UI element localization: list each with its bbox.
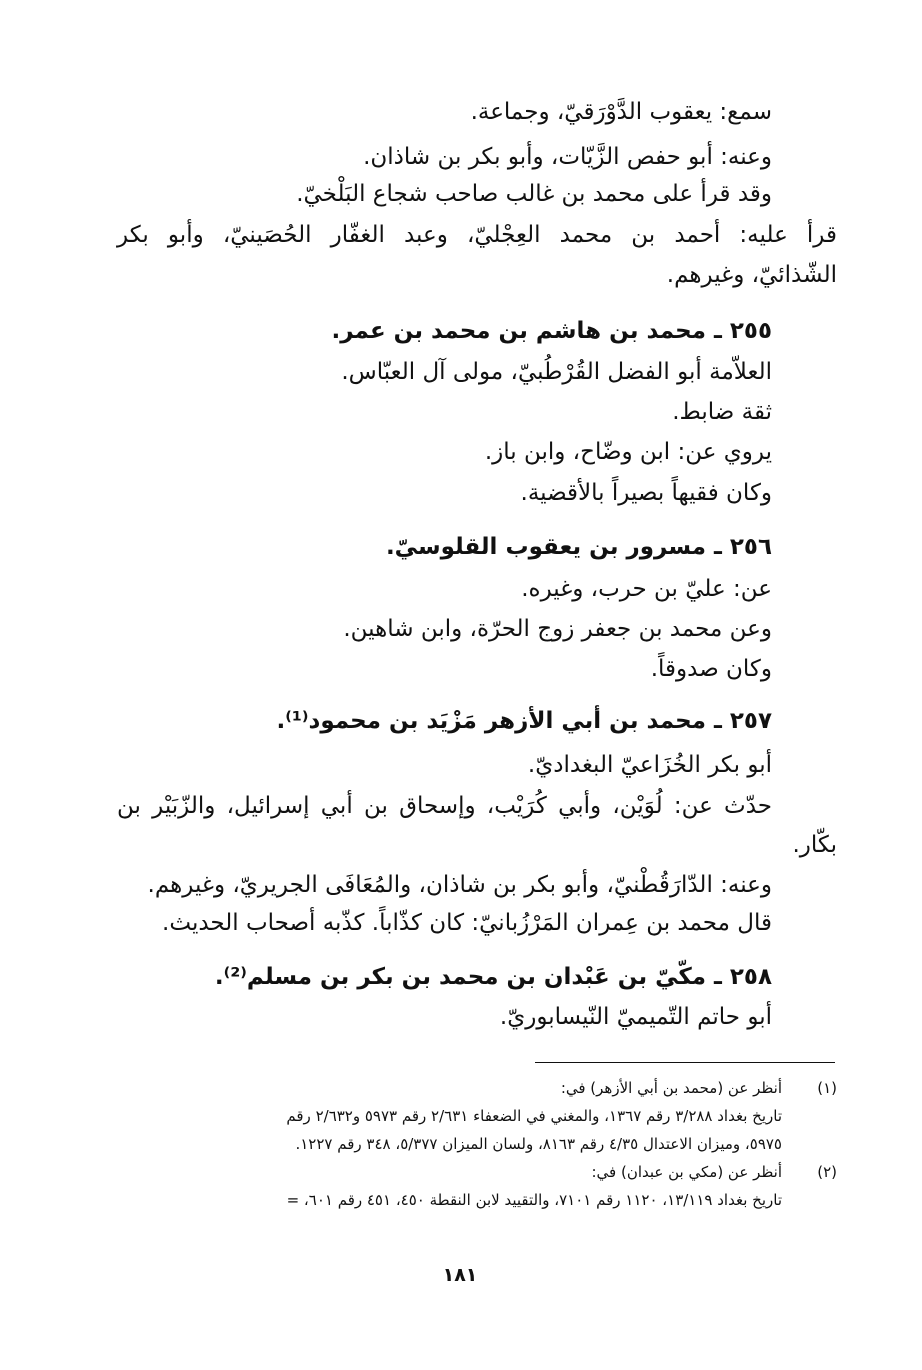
- text-line: عن: عليّ بن حرب، وغيره.: [521, 576, 772, 602]
- footnote-line: ٥٩٧٥، وميزان الاعتدال ٤/٣٥ رقم ٨١٦٣، ولسان الميزان ٥/٣٧٧، ٣٤٨ رقم ١٢٢٧.: [295, 1135, 782, 1153]
- entry-heading-255: ٢٥٥ ـ محمد بن هاشم بن محمد بن عمر.: [331, 318, 772, 344]
- text-line: وعنه: الدّارَقُطْنيّ، وأبو بكر بن شاذان، والمُعَافَى الجريريّ، وغيرهم.: [147, 872, 772, 898]
- text-line: يروي عن: ابن وضّاح، وابن باز.: [484, 439, 772, 465]
- text-line: سمع: يعقوب الدَّوْرَقيّ، وجماعة.: [470, 99, 772, 125]
- footnote-number: (١): [817, 1079, 837, 1097]
- entry-heading-256: ٢٥٦ ـ مسرور بن يعقوب القلوسيّ.: [385, 534, 772, 560]
- text-line: أبو بكر الخُزَاعيّ البغداديّ.: [527, 752, 772, 778]
- text-line: وقد قرأ على محمد بن غالب صاحب شجاع البَلْخيّ.: [296, 181, 772, 207]
- entry-heading-257: ٢٥٧ ـ محمد بن أبي الأزهر مَزْيَد بن محمود⁽¹⁾.: [276, 708, 772, 734]
- text-line: أبو حاتم التّميميّ النّيسابوريّ.: [499, 1004, 772, 1030]
- footnote-line: تاريخ بغداد ١٣/١١٩، ١١٢٠ رقم ٧١٠١، والتقييد لابن النقطة ٤٥٠، ٤٥١ رقم ٦٠١، =: [286, 1191, 782, 1209]
- footnote-line: تاريخ بغداد ٣/٢٨٨ رقم ١٣٦٧، والمغني في الضعفاء ٢/٦٣١ رقم ٥٩٧٣ و٢/٦٣٢ رقم: [286, 1107, 782, 1125]
- text-line: وكان فقيهاً بصيراً بالأقضية.: [520, 480, 772, 506]
- text-line: وكان صدوقاً.: [650, 656, 772, 682]
- footnote-line: أنظر عن (مكي بن عبدان) في:: [591, 1163, 782, 1181]
- text-line: بكّار.: [792, 832, 837, 858]
- text-line: ثقة ضابط.: [672, 399, 772, 425]
- text-line: قرأ عليه: أحمد بن محمد العِجْليّ، وعبد الغفّار الحُصَينيّ، وأبو بكر: [117, 222, 837, 248]
- text-line: حدّث عن: لُوَيْن، وأبي كُرَيْب، وإسحاق بن أبي إسرائيل، والزّبَيْر بن: [117, 793, 772, 819]
- footnote-separator: [535, 1062, 835, 1063]
- footnote-line: أنظر عن (محمد بن أبي الأزهر) في:: [560, 1079, 782, 1097]
- text-line: الشّذائيّ، وغيرهم.: [666, 262, 837, 288]
- text-line: العلاّمة أبو الفضل القُرْطُبيّ، مولى آل العبّاس.: [341, 359, 772, 385]
- text-line: وعنه: أبو حفص الزَّيّات، وأبو بكر بن شاذان.: [363, 144, 772, 170]
- entry-heading-258: ٢٥٨ ـ مكّيّ بن عَبْدان بن محمد بن بكر بن مسلم⁽²⁾.: [214, 964, 772, 990]
- text-line: وعن محمد بن جعفر زوج الحرّة، وابن شاهين.: [343, 616, 772, 642]
- page-number: ١٨١: [442, 1264, 478, 1286]
- footnote-number: (٢): [817, 1163, 837, 1181]
- text-line: قال محمد بن عِمران المَرْزُبانيّ: كان كذّاباً. كذّبه أصحاب الحديث.: [162, 910, 772, 936]
